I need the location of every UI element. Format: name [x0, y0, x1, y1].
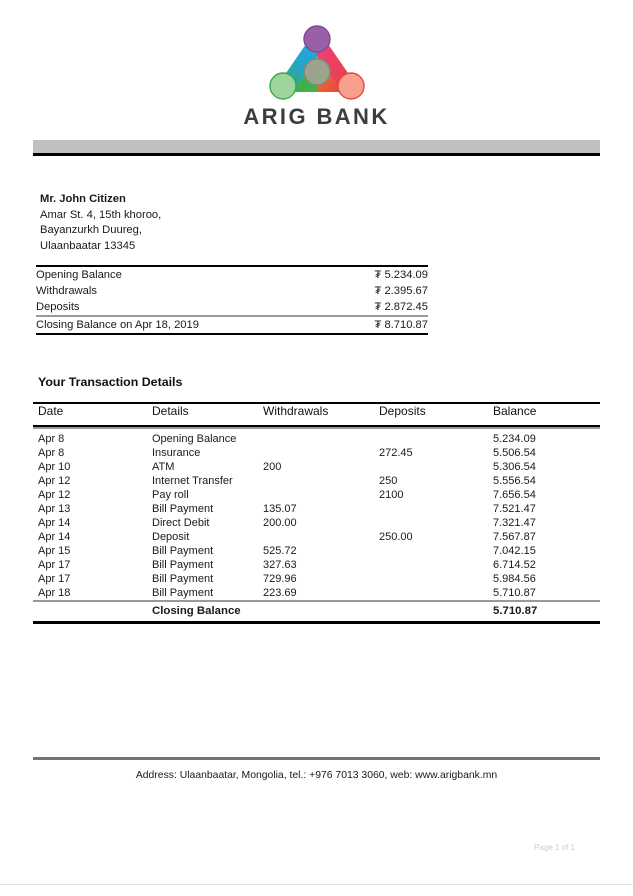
table-row — [33, 474, 600, 488]
cell-details: Bill Payment — [152, 587, 214, 599]
cell-withdrawals — [263, 488, 379, 502]
bank-logo-block — [0, 22, 633, 130]
cell-details: Direct Debit — [152, 517, 210, 529]
cell-deposits — [379, 558, 493, 572]
cell-date: Apr 8 — [38, 433, 65, 445]
footer-rule — [33, 757, 600, 760]
cell-details: Bill Payment — [152, 545, 214, 557]
cell-details: Insurance — [152, 447, 201, 459]
transaction-table-head — [33, 403, 600, 429]
arig-bank-logo-icon — [263, 22, 371, 102]
cell-balance: 6.714.52 — [493, 559, 536, 571]
cell-balance: 7.521.47 — [493, 503, 536, 515]
table-row — [33, 530, 600, 544]
cell-withdrawals — [263, 429, 379, 446]
cell-withdrawals — [263, 474, 379, 488]
cell-balance: 5.306.54 — [493, 461, 536, 473]
cell-withdrawals: 729.96 — [263, 573, 297, 585]
cell-deposits — [379, 572, 493, 586]
column-header-details: Details — [152, 404, 189, 418]
cell-date: Apr 8 — [38, 447, 65, 459]
summary-row-opening-balance — [36, 266, 428, 283]
cell-balance: 7.042.15 — [493, 545, 536, 557]
cell-balance: 5.710.87 — [493, 587, 536, 599]
cell-deposits: 250 — [379, 475, 398, 487]
summary-row-withdrawals — [36, 283, 428, 299]
header-black-rule — [33, 153, 600, 156]
summary-amount-deposits: ₮ 2.872.45 — [374, 301, 428, 313]
cell-balance: 7.656.54 — [493, 489, 536, 501]
footer-contact-info: Address: Ulaanbaatar, Mongolia, tel.: +976 7013 3060, web: www.arigbank.mn — [135, 770, 498, 781]
transaction-table-wrapper — [33, 402, 600, 624]
summary-label-opening-balance: Opening Balance — [36, 269, 122, 281]
cell-date: Apr 18 — [38, 587, 71, 599]
table-row — [33, 460, 600, 474]
cell-withdrawals: 200.00 — [263, 517, 297, 529]
cell-withdrawals: 223.69 — [263, 587, 297, 599]
transaction-table-foot — [33, 601, 600, 623]
column-header-date: Date — [38, 404, 64, 418]
transaction-closing-row — [33, 601, 600, 623]
cell-deposits — [379, 586, 493, 601]
cell-deposits: 272.45 — [379, 447, 413, 459]
cell-deposits: 250.00 — [379, 531, 413, 543]
bank-wordmark: ARIG BANK — [243, 104, 390, 129]
customer-address-line-1: Amar St. 4, 15th khoroo, — [40, 208, 162, 221]
cell-date: Apr 15 — [38, 545, 71, 557]
transaction-table-body — [33, 429, 600, 601]
cell-details: Bill Payment — [152, 503, 214, 515]
summary-amount-opening-balance: ₮ 5.234.09 — [374, 269, 428, 281]
cell-date: Apr 12 — [38, 489, 71, 501]
cell-balance: 5.234.09 — [493, 433, 536, 445]
page-number-label: Page 1 of 1 — [534, 843, 575, 852]
balance-summary-table — [36, 265, 428, 335]
transaction-closing-balance: 5.710.87 — [493, 605, 538, 617]
column-header-withdrawals: Withdrawals — [263, 404, 329, 418]
cell-withdrawals — [263, 530, 379, 544]
table-row — [33, 544, 600, 558]
transaction-closing-label: Closing Balance — [152, 605, 241, 617]
summary-row-deposits — [36, 299, 428, 316]
cell-details: Pay roll — [152, 489, 189, 501]
customer-address-block — [40, 192, 161, 254]
header-gray-bar — [33, 140, 600, 153]
cell-deposits — [379, 516, 493, 530]
cell-balance: 5.984.56 — [493, 573, 536, 585]
table-row — [33, 558, 600, 572]
summary-amount-closing-balance: ₮ 8.710.87 — [374, 319, 428, 331]
transaction-header-row — [33, 403, 600, 426]
cell-deposits — [379, 460, 493, 474]
cell-deposits: 2100 — [379, 489, 404, 501]
table-row — [33, 446, 600, 460]
cell-date: Apr 13 — [38, 503, 71, 515]
customer-address-line-3: Ulaanbaatar 13345 — [40, 239, 136, 252]
cell-date: Apr 14 — [38, 517, 71, 529]
summary-label-withdrawals: Withdrawals — [36, 285, 97, 297]
cell-details: Deposit — [152, 531, 190, 543]
cell-balance: 7.321.47 — [493, 517, 536, 529]
cell-withdrawals: 135.07 — [263, 503, 297, 515]
table-row — [33, 572, 600, 586]
cell-withdrawals — [263, 446, 379, 460]
table-row — [33, 586, 600, 601]
table-row — [33, 502, 600, 516]
summary-amount-withdrawals: ₮ 2.395.67 — [374, 285, 428, 297]
cell-date: Apr 12 — [38, 475, 71, 487]
page-bottom-rule — [0, 884, 633, 885]
table-row — [33, 429, 600, 446]
column-header-balance: Balance — [493, 404, 537, 418]
cell-details: Opening Balance — [152, 433, 237, 445]
cell-deposits — [379, 429, 493, 446]
cell-deposits — [379, 502, 493, 516]
cell-balance: 5.506.54 — [493, 447, 536, 459]
cell-withdrawals: 327.63 — [263, 559, 297, 571]
table-row — [33, 516, 600, 530]
customer-address-line-2: Bayanzurkh Duureg, — [40, 224, 142, 237]
cell-date: Apr 17 — [38, 559, 71, 571]
cell-balance: 5.556.54 — [493, 475, 536, 487]
cell-balance: 7.567.87 — [493, 531, 536, 543]
summary-label-closing-balance: Closing Balance on Apr 18, 2019 — [36, 319, 199, 331]
cell-deposits — [379, 544, 493, 558]
cell-withdrawals: 525.72 — [263, 545, 297, 557]
cell-withdrawals: 200 — [263, 461, 282, 473]
cell-details: Internet Transfer — [152, 475, 233, 487]
cell-details: Bill Payment — [152, 559, 214, 571]
transaction-table — [33, 402, 600, 624]
summary-label-deposits: Deposits — [36, 301, 80, 313]
cell-details: ATM — [152, 461, 175, 473]
summary-row-closing-balance — [36, 316, 428, 334]
cell-date: Apr 14 — [38, 531, 71, 543]
cell-details: Bill Payment — [152, 573, 214, 585]
column-header-deposits: Deposits — [379, 404, 426, 418]
customer-name: Mr. John Citizen — [40, 193, 126, 205]
table-row — [33, 488, 600, 502]
cell-date: Apr 17 — [38, 573, 71, 585]
transaction-section-title: Your Transaction Details — [38, 375, 183, 389]
cell-date: Apr 10 — [38, 461, 71, 473]
